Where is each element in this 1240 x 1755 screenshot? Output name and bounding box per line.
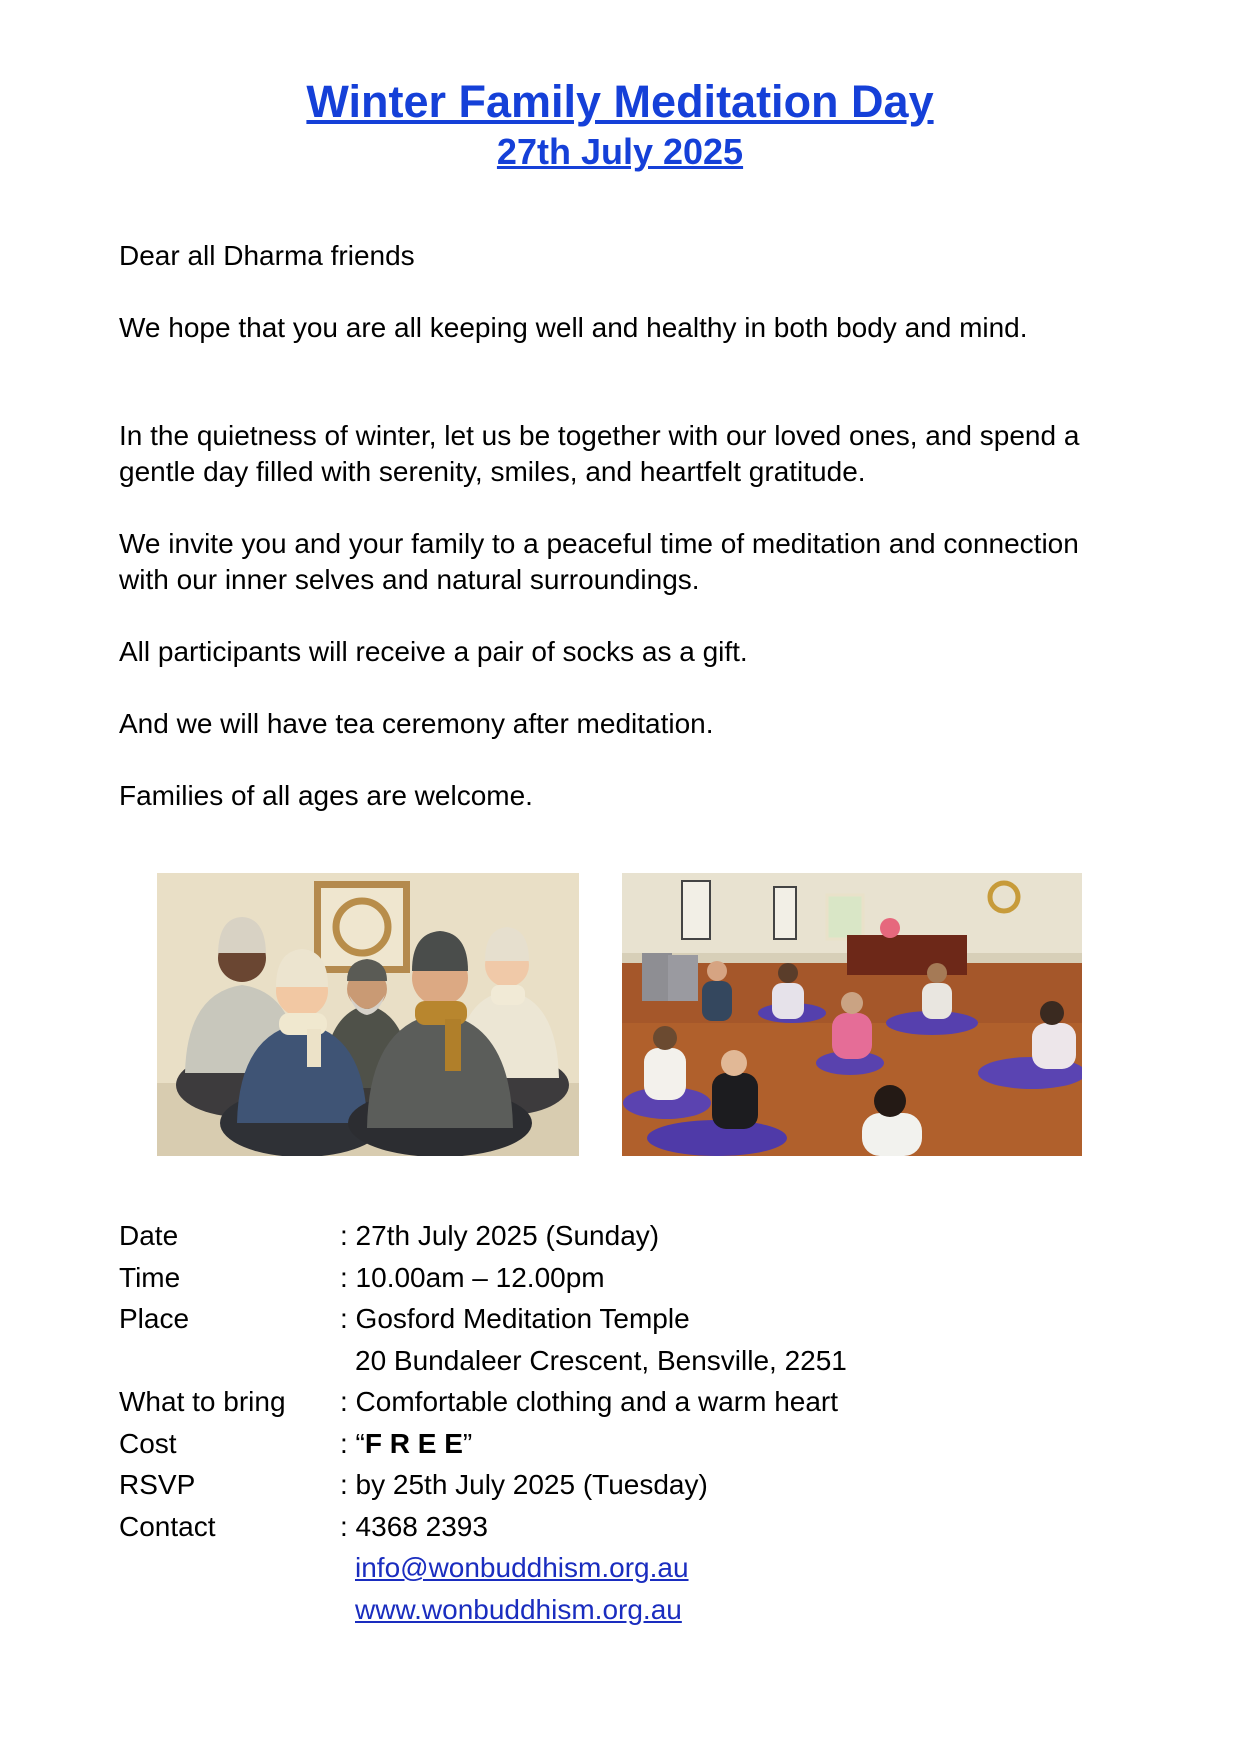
date-label: Date <box>119 1220 179 1251</box>
contact-website-link[interactable]: www.wonbuddhism.org.au <box>355 1593 682 1625</box>
contact-email-line <box>119 1547 1119 1589</box>
contact-web-line <box>119 1589 1119 1631</box>
cost-open-quote: : “ <box>340 1427 365 1459</box>
time-value: : 10.00am – 12.00pm <box>340 1261 605 1293</box>
place-address-line <box>119 1340 1119 1382</box>
contact-phone: : 4368 2393 <box>340 1510 488 1542</box>
rsvp-value: : by 25th July 2025 (Tuesday) <box>340 1469 708 1500</box>
cost-value-wrap <box>340 1423 472 1465</box>
cost-close-quote: ” <box>462 1427 473 1459</box>
paragraph-tea-ceremony: And we will have tea ceremony after meditation. <box>119 708 714 739</box>
meditation-hall-photo <box>622 873 1082 1156</box>
greeting: Dear all Dharma friends <box>119 240 415 271</box>
detail-row-rsvp <box>119 1464 1119 1506</box>
contact-label: Contact <box>119 1510 216 1542</box>
family-meditation-illustration <box>157 873 579 1156</box>
event-details <box>119 1215 1119 1630</box>
place-label: Place <box>119 1303 190 1334</box>
contact-email-link[interactable]: info@wonbuddhism.org.au <box>355 1552 689 1583</box>
place-value: : Gosford Meditation Temple <box>340 1303 690 1334</box>
cost-value: F R E E <box>364 1427 463 1459</box>
rsvp-label: RSVP <box>119 1469 196 1500</box>
paragraph-socks-gift: All participants will receive a pair of socks as a gift. <box>119 636 748 667</box>
event-date-heading: 27th July 2025 <box>496 131 744 172</box>
detail-row-date <box>119 1215 1119 1257</box>
detail-row-time <box>119 1257 1119 1299</box>
paragraph-wellbeing: We hope that you are all keeping well and healthy in both body and mind. <box>119 312 1028 343</box>
detail-row-place <box>119 1298 1119 1340</box>
place-address: 20 Bundaleer Crescent, Bensville, 2251 <box>355 1344 847 1376</box>
paragraph-invitation: We invite you and your family to a peaceful time of meditation and connection with our inner selves and natural surroundings. <box>119 528 1079 595</box>
paragraph-welcome: Families of all ages are welcome. <box>119 780 533 811</box>
date-value: : 27th July 2025 (Sunday) <box>340 1220 660 1251</box>
detail-row-cost <box>119 1423 1119 1465</box>
bring-value: : Comfortable clothing and a warm heart <box>340 1386 839 1417</box>
paragraph-winter: In the quietness of winter, let us be together with our loved ones, and spend a gentle day filled with serenity, smiles, and heartfelt gratitude. <box>119 420 1080 487</box>
time-label: Time <box>119 1261 181 1293</box>
detail-row-bring <box>119 1381 1119 1423</box>
detail-row-contact <box>119 1506 1119 1548</box>
page-title: Winter Family Meditation Day <box>306 76 934 127</box>
cost-label: Cost <box>119 1427 177 1459</box>
bring-label: What to bring <box>119 1386 286 1417</box>
